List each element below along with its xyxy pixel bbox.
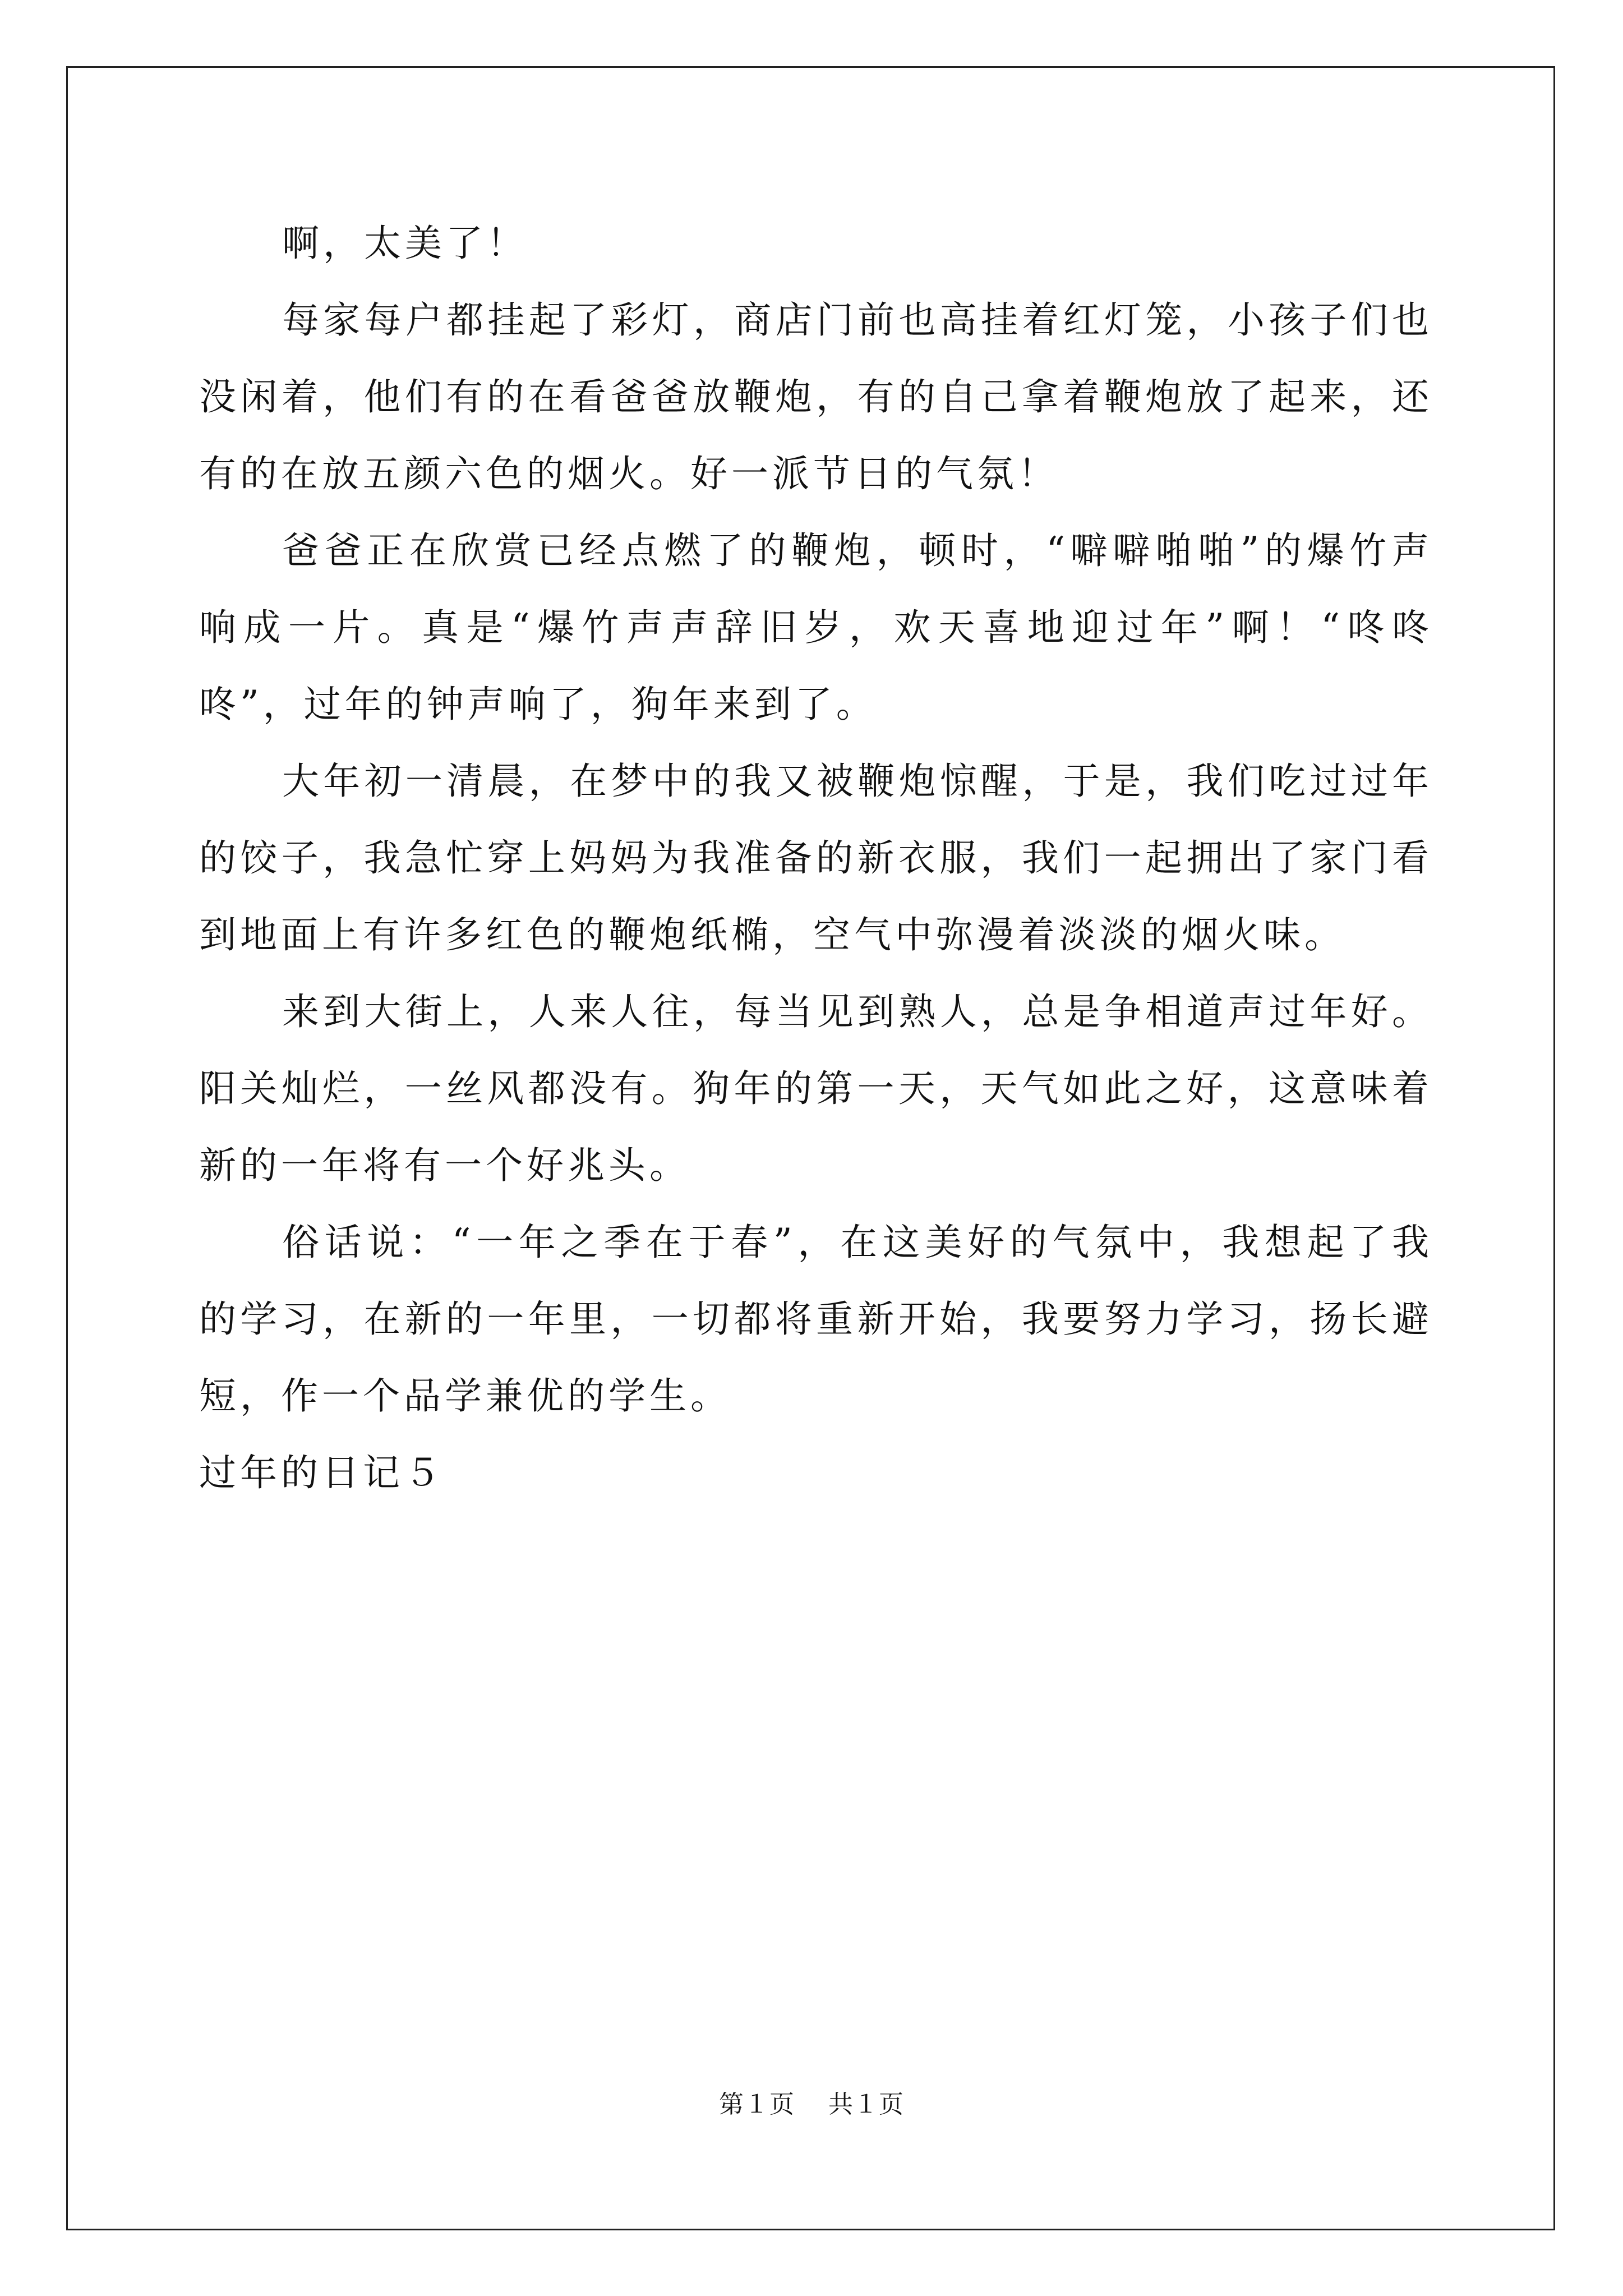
page-footer: [0, 2088, 1623, 2122]
paragraph-3: 爸爸正在欣赏已经点燃了的鞭炮，顿时，“噼噼啪啪”的爆竹声响成一片。真是“爆竹声声辞旧岁，欢天喜地迎过年”啊！“咚咚咚”，过年的钟声响了，狗年来到了。: [199, 529, 1433, 726]
paragraph-6: 俗话说：“一年之季在于春”，在这美好的气氛中，我想起了我的学习，在新的一年里，一切都将重新开始，我要努力学习，扬长避短，作一个品学兼优的学生。: [199, 1221, 1433, 1418]
page-number: 第１页: [719, 2090, 795, 2119]
paragraph-5: 来到大街上，人来人往，每当见到熟人，总是争相道声过年好。阳关灿烂，一丝风都没有。狗年的第一天，天气如此之好，这意味着新的一年将有一个好兆头。: [199, 990, 1433, 1187]
document-body: [199, 205, 1433, 1511]
paragraph-4: 大年初一清晨，在梦中的我又被鞭炮惊醒，于是，我们吃过过年的饺子，我急忙穿上妈妈为我准备的新衣服，我们一起拥出了家门看到地面上有许多红色的鞭炮纸椭，空气中弥漫着淡淡的烟火味。: [199, 760, 1433, 956]
section-title: 过年的日记５: [199, 1451, 445, 1494]
paragraph-2: 每家每户都挂起了彩灯，商店门前也高挂着红灯笼，小孩子们也没闲着，他们有的在看爸爸放鞭炮，有的自己拿着鞭炮放了起来，还有的在放五颜六色的烟火。好一派节日的气氛！: [199, 298, 1433, 495]
paragraph-1: 啊，太美了！: [282, 222, 528, 265]
page-total: 共１页: [828, 2090, 904, 2119]
